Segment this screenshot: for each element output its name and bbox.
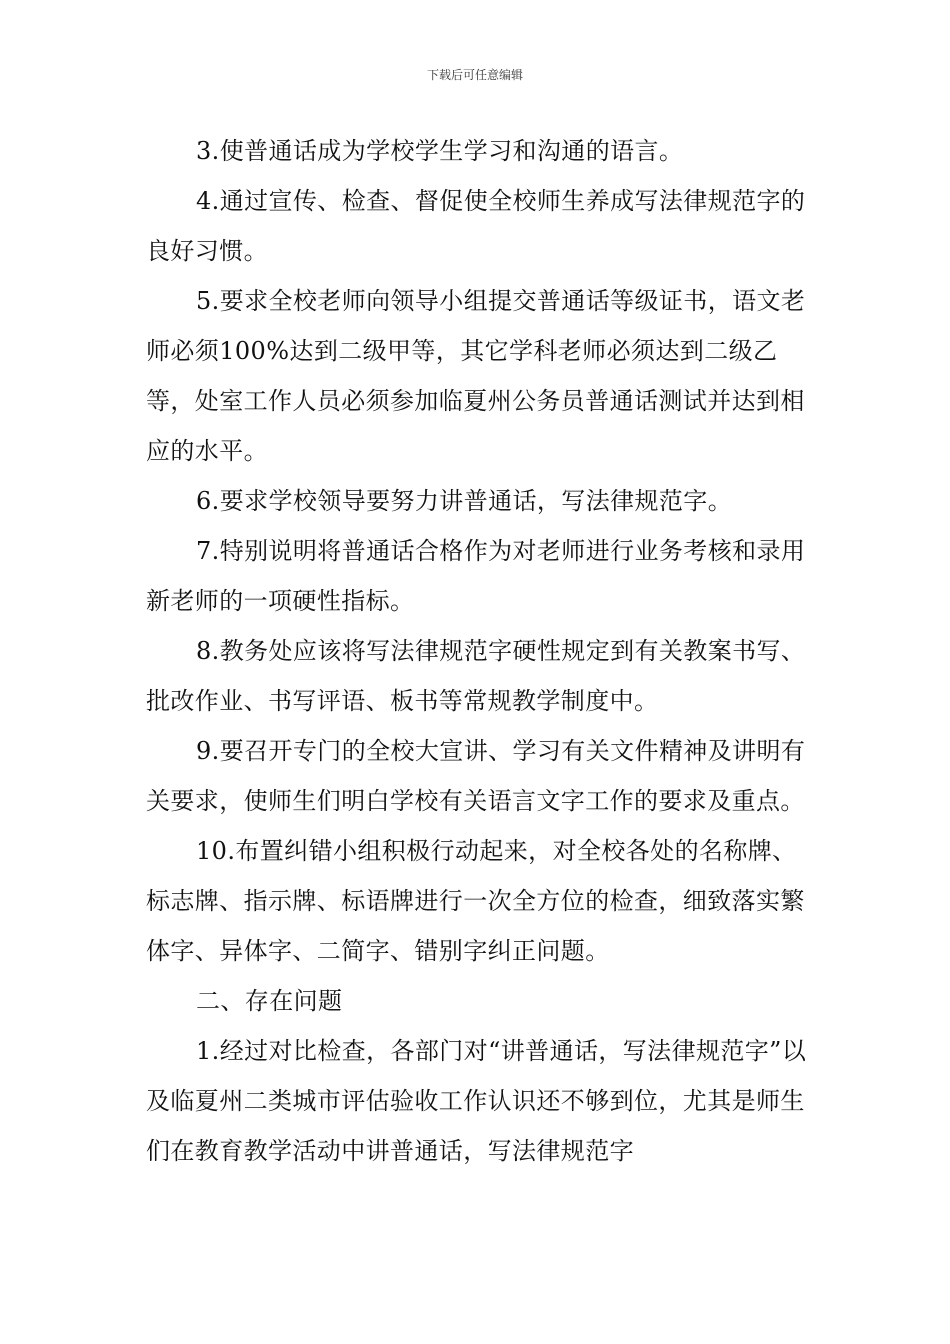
paragraph-item-4: 4.通过宣传、检查、督促使全校师生养成写法律规范字的良好习惯。 <box>146 187 806 265</box>
paragraph-item-9: 9.要召开专门的全校大宣讲、学习有关文件精神及讲明有关要求，使师生们明白学校有关语言文字工作的要求及重点。 <box>146 737 806 815</box>
paragraph-problem-1: 1.经过对比检查，各部门对“讲普通话，写法律规范字”以及临夏州二类城市评估验收工作认识还不够到位，尤其是师生们在教育教学活动中讲普通话，写法律规范字 <box>146 1037 807 1165</box>
section-heading-problems: 二、存在问题 <box>196 987 343 1015</box>
document-body <box>146 126 816 1176</box>
paragraph-item-3: 3.使普通话成为学校学生学习和沟通的语言。 <box>196 137 684 165</box>
paragraph-item-7: 7.特别说明将普通话合格作为对老师进行业务考核和录用新老师的一项硬性指标。 <box>146 537 806 615</box>
paragraph-item-6: 6.要求学校领导要努力讲普通话，写法律规范字。 <box>196 487 733 515</box>
paragraph-item-5: 5.要求全校老师向领导小组提交普通话等级证书，语文老师必须100%达到二级甲等，其它学科老师必须达到二级乙等，处室工作人员必须参加临夏州公务员普通话测试并达到相应的水平。 <box>146 287 806 465</box>
paragraph-item-10: 10.布置纠错小组积极行动起来，对全校各处的名称牌、标志牌、指示牌、标语牌进行一次全方位的检查，细致落实繁体字、异体字、二简字、错别字纠正问题。 <box>146 837 805 965</box>
page-header-note: 下载后可任意编辑 <box>426 68 523 82</box>
paragraph-item-8: 8.教务处应该将写法律规范字硬性规定到有关教案书写、批改作业、书写评语、板书等常规教学制度中。 <box>146 637 806 715</box>
